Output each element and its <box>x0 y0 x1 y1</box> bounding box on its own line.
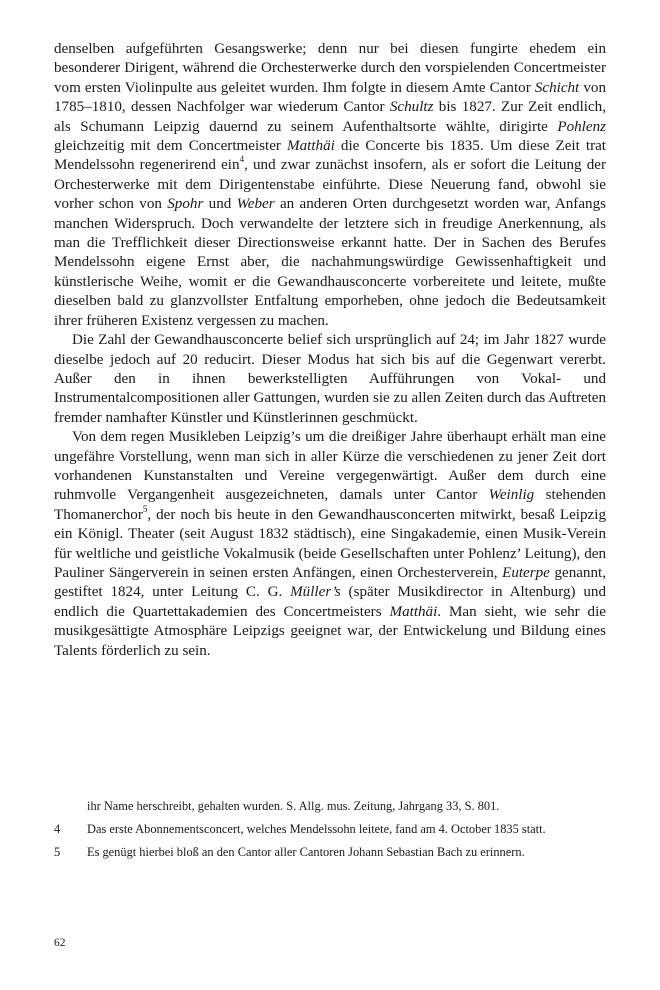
text-run: bis 1827. Zur Zeit endlich, als Schumann Leipzig dauernd zu seinem Aufenthaltsorte wählte, dirigirte <box>54 99 606 135</box>
paragraph <box>54 428 606 661</box>
text-run: . Man sieht, wie sehr die musikgesättigte Atmosphäre Leipzigs geeignet war, der Entwickelung und Bildung eines Talents förderlich zu sein. <box>54 603 606 659</box>
text-run: Von dem regen Musikleben Leipzig’s um die dreißiger Jahre überhaupt erhält man eine ungefähre Vorstellung, wenn man sich in aller Kürze die verschiedenen zu jener Zeit dort vorhandenen Kunstanstalten und Vereine vergegenwärtigt. Außer dem durch eine ruhmvolle Vergangenheit ausgezeichneten, damals unter Cantor <box>54 429 606 504</box>
italic-name: Spohr <box>167 196 204 213</box>
footnote <box>54 844 606 861</box>
text-run: die Concerte bis 1835. Um diese Zeit trat Mendelssohn regenerirend ein <box>54 138 606 174</box>
footnote-text: ihr Name herschreibt, gehalten wurden. S. Allg. mus. Zeitung, Jahrgang 33, S. 801. <box>87 799 500 813</box>
paragraph <box>54 331 606 428</box>
italic-name: Weber <box>236 196 275 213</box>
text-run: von 1785–1810, dessen Nachfolger war wiederum Cantor <box>54 79 606 116</box>
italic-name: Pohlenz <box>557 118 606 135</box>
footnote <box>54 798 606 815</box>
italic-name: Weinlig <box>488 487 535 504</box>
text-run: an anderen Orten durchgesetzt worden war, Anfangs manchen Widerspruch. Doch verwandelte der letztere sich in freudige Anerkennung, als man die Trefflichkeit dieser Directionsweise erkannt hatte. Der in Sachen des Berufes Mendelssohn eigene Ernst aber, die nachahmungswürdige Gewissenhaftigkeit und künstlerische Weihe, womit er die Gewandhausconcerte vorbereitete und leitete, mußte dieselben bald zu glanzvollster Entfaltung emporheben, ohne jedoch die Bedeutsamkeit ihrer früheren Existenz vergessen zu machen. <box>54 196 606 329</box>
footnote-text: Es genügt hierbei bloß an den Cantor aller Cantoren Johann Sebastian Bach zu erinnern. <box>87 845 525 859</box>
footnote-ref: 5 <box>142 503 148 514</box>
italic-name: Matthäi <box>287 138 335 155</box>
page-number: 62 <box>54 937 66 949</box>
text-run: Die Zahl der Gewandhausconcerte belief sich ursprünglich auf 24; im Jahr 1827 wurde dieselbe jedoch auf 20 reducirt. Dieser Modus hat sich bis auf die Gegenwart vererbt. Außer den in ihnen bewerkstelligten Aufführungen von Vokal- und Instrumentalcompositionen aller Gattungen, wurden sie zu allen Zeiten durch das Auftreten fremder namhafter Künstler und Künstlerinnen geschmückt. <box>54 332 607 426</box>
text-run: stehenden Thomanerchor <box>54 487 606 523</box>
text-run: , der noch bis heute in den Gewandhausconcerten mitwirkt, besaß Leipzig ein Königl. Theater (seit August 1832 städtisch), eine Singakademie, einen Musik-Verein für weltliche und geistliche Vokalmusik (beide Gesellschaften unter Pohlenz’ Leitung), den Pauliner Sängerverein in seinen ersten Anfängen, einen Orchesterverein, <box>54 506 606 581</box>
italic-name: Schicht <box>534 79 580 96</box>
italic-name: Euterpe <box>502 564 550 581</box>
text-run: denselben aufgeführten Gesangswerke; denn nur bei diesen fungirte ehedem ein besonderer Dirigent, während die Orchesterwerke durch den vorspielenden Concertmeister vom ersten Violinpulte aus geleitet wurden. Ihm folgte in diesem Amte Cantor <box>54 41 606 96</box>
text-run: gleichzeitig mit dem Concertmeister <box>54 138 288 155</box>
footnote-number: 4 <box>54 822 61 836</box>
italic-name: Müller’s <box>290 584 341 601</box>
paragraph <box>54 40 606 331</box>
footnote-ref: 4 <box>239 154 245 165</box>
footnotes <box>54 798 606 867</box>
text-run: genannt, gestiftet 1824, unter Leitung C. G. <box>54 564 606 601</box>
italic-name: Schultz <box>389 99 434 116</box>
text-run: , und zwar zunächst insofern, als er sofort die Leitung der Orchesterwerke mit dem Dirigentenstabe einführte. Diese Neuerung fand, obwohl sie vorher schon von <box>54 157 606 213</box>
footnote-text: Das erste Abonnementsconcert, welches Mendelssohn leitete, fand am 4. October 1835 statt. <box>87 822 546 836</box>
text-run: (später Musikdirector in Altenburg) und endlich die Quartettakademien des Concertmeisters <box>54 584 607 620</box>
text-run: und <box>203 196 237 213</box>
body-text <box>54 40 606 661</box>
footnote <box>54 821 606 838</box>
footnote-number: 5 <box>54 845 61 859</box>
italic-name: Matthäi <box>389 603 438 620</box>
